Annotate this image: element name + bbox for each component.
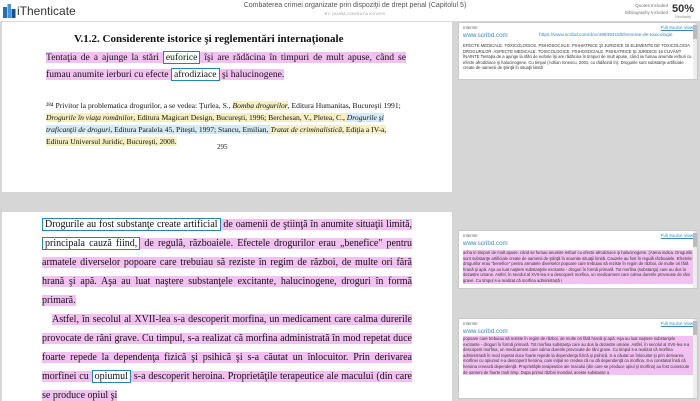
match-box-substante[interactable]: Drogurile au fost substanţe create artificial — [42, 218, 221, 231]
filter-status[interactable] — [588, 3, 668, 16]
source-type: Internet — [463, 321, 478, 326]
full-source-link[interactable]: Full Source View — [660, 25, 693, 30]
match-excerpt: acha in timpuri de mult apuse, când se fumau anumite ierburi cu efecte afrodiziace şi halucinogene. (Atena indica. Drogurile sunt substanţe artificiale create de oamenii de ştiinţă în anumite situaţii limită. Cauzele au fost în regulă războaiele. Efectele drogurilor erau "benefice" pentru armatele diverselor popoare care trebuiau să reziste în regim de război, de multe ori fără hrană şi apă. Aşa au luat naştere substanţele excitante - droguri în formă primară. Tot morfina (substanţa) care au dus la dezastre umane. Astfel, în secolul al XVII-lea s-a descoperit morfina, un medicament care calma durerile provocate de răni grave. Cu timpul s-a realizat că morfina administrată i — [463, 250, 693, 283]
source-type: Internet — [463, 233, 478, 238]
source-url[interactable]: www.scribd.com — [463, 240, 508, 247]
match-box-euforice[interactable]: euforice — [163, 51, 200, 64]
similarity-label: Similarity — [675, 14, 692, 19]
match-card[interactable] — [458, 230, 698, 289]
source-path[interactable]: https://www.scribd.com/doc/49939415/Elemente-de-toxicologie — [539, 33, 673, 38]
logo-icon — [3, 4, 16, 18]
document-page-295 — [2, 22, 452, 192]
card-scrollbar[interactable] — [693, 231, 697, 288]
source-url[interactable]: www.scribd.com — [463, 328, 508, 335]
full-source-link[interactable]: Full Source View — [660, 233, 693, 238]
match-box-cauza[interactable]: principala cauză fiind, — [42, 237, 140, 250]
match-box-opiumul[interactable]: opiumul — [92, 370, 131, 383]
quotes-included-label: Quotes Included — [635, 3, 668, 8]
ithenticate-logo[interactable] — [3, 3, 76, 19]
app-header — [0, 0, 700, 22]
paragraph-intro — [46, 49, 406, 83]
card-scrollbar[interactable] — [693, 319, 697, 398]
document-title: Combaterea crimei organizate prin dispoziţii de drept penal (Capitolul 5) — [243, 2, 467, 9]
source-url[interactable]: www.scribd.com — [463, 32, 508, 39]
match-highlight[interactable]: Tentaţia de a ajunge la stări euforice îşi are rădăcina în timpuri de mult apuse, când se fumau anumite ierburi cu efecte afrodiziace şi halucinogene. — [46, 52, 406, 80]
full-source-link[interactable]: Full Source View — [660, 321, 693, 326]
page-number: 295 — [217, 143, 228, 151]
paragraph-drogurile: Drogurile au fost substanţe create artificial de oamenii de ştiinţă în anumite situaţii limită, principala cauză fiind, de regulă, războaiele. Efectele drogurilor erau „benefice" pentru armatele diverselor popoare care trebuiau să reziste în regim de război, de multe ori fără hrană şi apă. Aşa au luat naştere substanţele excitante, halucinogene, droguri în formă primară. Astfel, în secolul al XVII-lea s-a descoperit morfina, un medicament care calma durerile provocate de răni grave. Cu timpul, s-a realizat că morfina administrată în mod repetat duce foarte repede la dependenţa fizică şi psihică şi s-a căutat un înlocuitor. Prin derivarea morfinei cu opiumul s-a descoperit heroina. Proprietăţile terapeutice ale macului (din care se produce opiul şi — [42, 219, 413, 401]
document-page-296 — [2, 212, 452, 401]
document-author: BY LAURA CODRUȚA KOVESI — [324, 11, 386, 16]
match-card[interactable] — [458, 22, 698, 80]
source-type: Internet — [463, 25, 478, 30]
bibliography-included-label: Bibliography Included — [624, 9, 668, 15]
match-card[interactable] — [458, 318, 698, 399]
match-excerpt: popoare care trebuiau să reziste în regim de război, de multe ori fără hrană şi apă. Aşa au luat naştere substanţele excitante - droguri în formă primară. Tot morfina substanţa care au dus la dezastre umane. Astfel, în secolul al XVII-lea s-a descoperit morfina, un medicament care calma durerile provocate de răni grave. Cu timpul s-a realizat că morfina administrată în mod repetat duce foarte repede la dependenţa fizică şi psihică. S-a căutat un înlocuitor şi prin derivarea morfinei cu opiumul s-a descoperit heroina, care iniţial se credea că nu dă dependenţă ca morfina. S-a constatat însă că heroina creează dependenţă. Proprietăţile terapeutice ale macului (din care se produce opiul şi morfina) au fost cunoscute de oameni de foarte mult timp. Dupa primul război mondial, aceste substanțe a — [463, 336, 693, 375]
section-heading: V.1.2. Considerente istorice şi reglementări internaţionale — [74, 33, 344, 45]
footnote-284: ²⁸⁴ Privitor la problematica drogurilor, a se vedea: Ţurlea, S., Bomba drogurilor, Editura Humanitas, Bucureşti 1991; Drogurile în viaţa românilor, Editura Magicart Design, Bucureşti, 1996; Berchesan, V., Pletea, C., Drogurile şi traficanţii de droguri, Editura Paralela 45, Piteşti, 1997; Stancu, Emilian, Tratat de criminalistică, Ediţia a IV-a, Editura Universul Juridic, Bucureşti, 2008. — [46, 101, 401, 146]
match-box-afrodiziace[interactable]: afrodiziace — [171, 68, 220, 81]
card-scrollbar[interactable] — [693, 23, 697, 79]
logo-text: iThenticate — [17, 4, 76, 18]
similarity-percent: 50% — [672, 3, 695, 15]
match-excerpt: EFECTE MEDICALE. TOXICOLOGICE. PSIHOSOCIALE. PSIHIATRICE ŞI JURIDICE 15 ELEMENTE DE TOXICOLOGIA DROGURILOR. ASPECTE MEDICALE. TOXICOLOGICE. PSIHOSOCIALE. PSIHIATRICE ŞI JURIDICE 16 CUVÂNT ÎNAINTE Tentaţia de a ajunge la stări de euforie îşi are rădăcina în timpuri de mult apuse, când se fumau anumite ierburi cu efecte afrodiziace şi halucinogene. Cu timpul (Adrian Ionescu, 2001, cu rădăcină în). Drogurile sunt substanţe artificiale create de oamenii de ştiinţă în situaţii limită — [463, 43, 692, 71]
document-pane[interactable] — [0, 22, 456, 401]
